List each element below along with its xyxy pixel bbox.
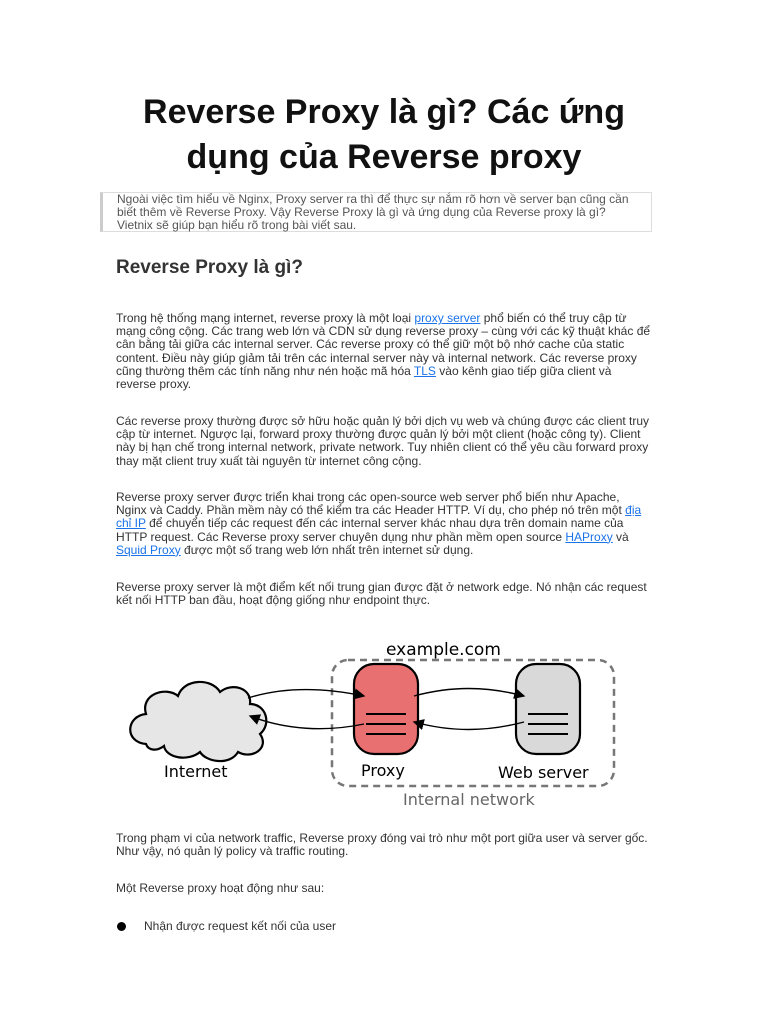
arrow-internet-to-proxy	[248, 690, 364, 699]
section-heading: Reverse Proxy là gì?	[116, 257, 303, 278]
proxy-label: Proxy	[361, 761, 405, 780]
paragraph-4: Reverse proxy server là một điểm kết nối trung gian được đặt ở network edge. Nó nhận các request kết nối HTTP ban đầu, hoạt động giống như endpoint thực.	[116, 580, 647, 608]
paragraph-3-text-a: Reverse proxy server được triển khai trong các open-source web server phổ biến như Apache, Nginx và Caddy. Phần mềm này có thể kiểm tra các Header HTTP. Ví dụ, cho phép nó trên một	[116, 490, 626, 518]
proxy-server-link[interactable]: proxy server	[414, 311, 481, 325]
paragraph-6: Một Reverse proxy hoạt động như sau:	[116, 881, 325, 895]
bullet-list	[116, 918, 336, 934]
paragraph-3-text-b: để chuyển tiếp các request đến các internal server khác nhau dựa trên domain name của HTTP request. Các Reverse proxy server chuyên dụng như phần mềm open source	[116, 516, 624, 544]
ip-address-link[interactable]: địa chỉ IP	[116, 503, 642, 531]
intro-blockquote	[100, 192, 652, 232]
paragraph-3-text-d: được một số trang web lớn nhất trên internet sử dụng.	[180, 542, 474, 557]
intro-text: Ngoài việc tìm hiểu về Nginx, Proxy server ra thì để thực sự nắm rõ hơn về server bạn cũng cần biết thêm về Reverse Proxy. Vậy Reverse Proxy là gì và ứng dụng của Reverse proxy là gì? Vietnix sẽ giúp bạn hiểu rõ trong bài viết sau.	[117, 192, 629, 232]
paragraph-1-text-c: vào kênh giao tiếp giữa client và reverse proxy.	[116, 363, 612, 392]
arrow-server-to-proxy	[414, 722, 524, 730]
bullet-icon	[117, 922, 126, 931]
paragraph-1-text-a: Trong hệ thống mạng internet, reverse proxy là một loại	[116, 311, 415, 325]
internal-network-label: Internal network	[403, 790, 535, 809]
page-title: Reverse Proxy là gì? Các ứng dụng của Reverse proxy	[143, 93, 625, 176]
list-item	[116, 918, 336, 934]
paragraph-3	[116, 491, 652, 557]
proxy-server-icon	[354, 664, 418, 754]
paragraph-3-text-c: và	[612, 529, 629, 544]
paragraph-2: Các reverse proxy thường được sở hữu hoặc quản lý bởi dịch vụ web và chúng được các client truy cập từ internet. Ngược lại, forward proxy thường được quản lý bởi một client (hoặc công ty). Client này bị hạn chế trong internal network, private network. Tuy nhiên client có thể yêu cầu forward proxy thay mặt client truy xuất tài nguyên từ internet công cộng.	[116, 414, 650, 468]
reverse-proxy-diagram	[116, 634, 636, 814]
paragraph-1	[116, 312, 652, 391]
web-server-icon	[516, 664, 580, 754]
paragraph-1-text-b: phổ biến có thể truy cập từ mạng công cộng. Các trang web lớn và CDN sử dụng reverse proxy – cùng với các kỹ thuật khác để cân bằng tải giữa các internal server. Các reverse proxy có thể giữ một bộ nhớ cache của static content. Điều này giúp giảm tải trên các internal server này và internal network. Các reverse proxy cũng thường thêm các tính năng như nén hoặc mã hóa	[116, 311, 651, 378]
list-item-text: Nhận được request kết nối của user	[144, 919, 337, 933]
paragraph-5: Trong phạm vi của network traffic, Reverse proxy đóng vai trò như một port giữa user và server gốc. Như vậy, nó quản lý policy và traffic routing.	[116, 831, 648, 859]
web-server-label: Web server	[498, 763, 589, 782]
tls-link[interactable]: TLS	[413, 363, 436, 378]
domain-label: example.com	[386, 640, 501, 660]
internet-cloud-icon	[130, 682, 266, 761]
haproxy-link[interactable]: HAProxy	[565, 529, 613, 544]
squid-proxy-link[interactable]: Squid Proxy	[116, 542, 181, 557]
internet-label: Internet	[164, 762, 228, 781]
arrow-proxy-to-server	[414, 689, 524, 697]
